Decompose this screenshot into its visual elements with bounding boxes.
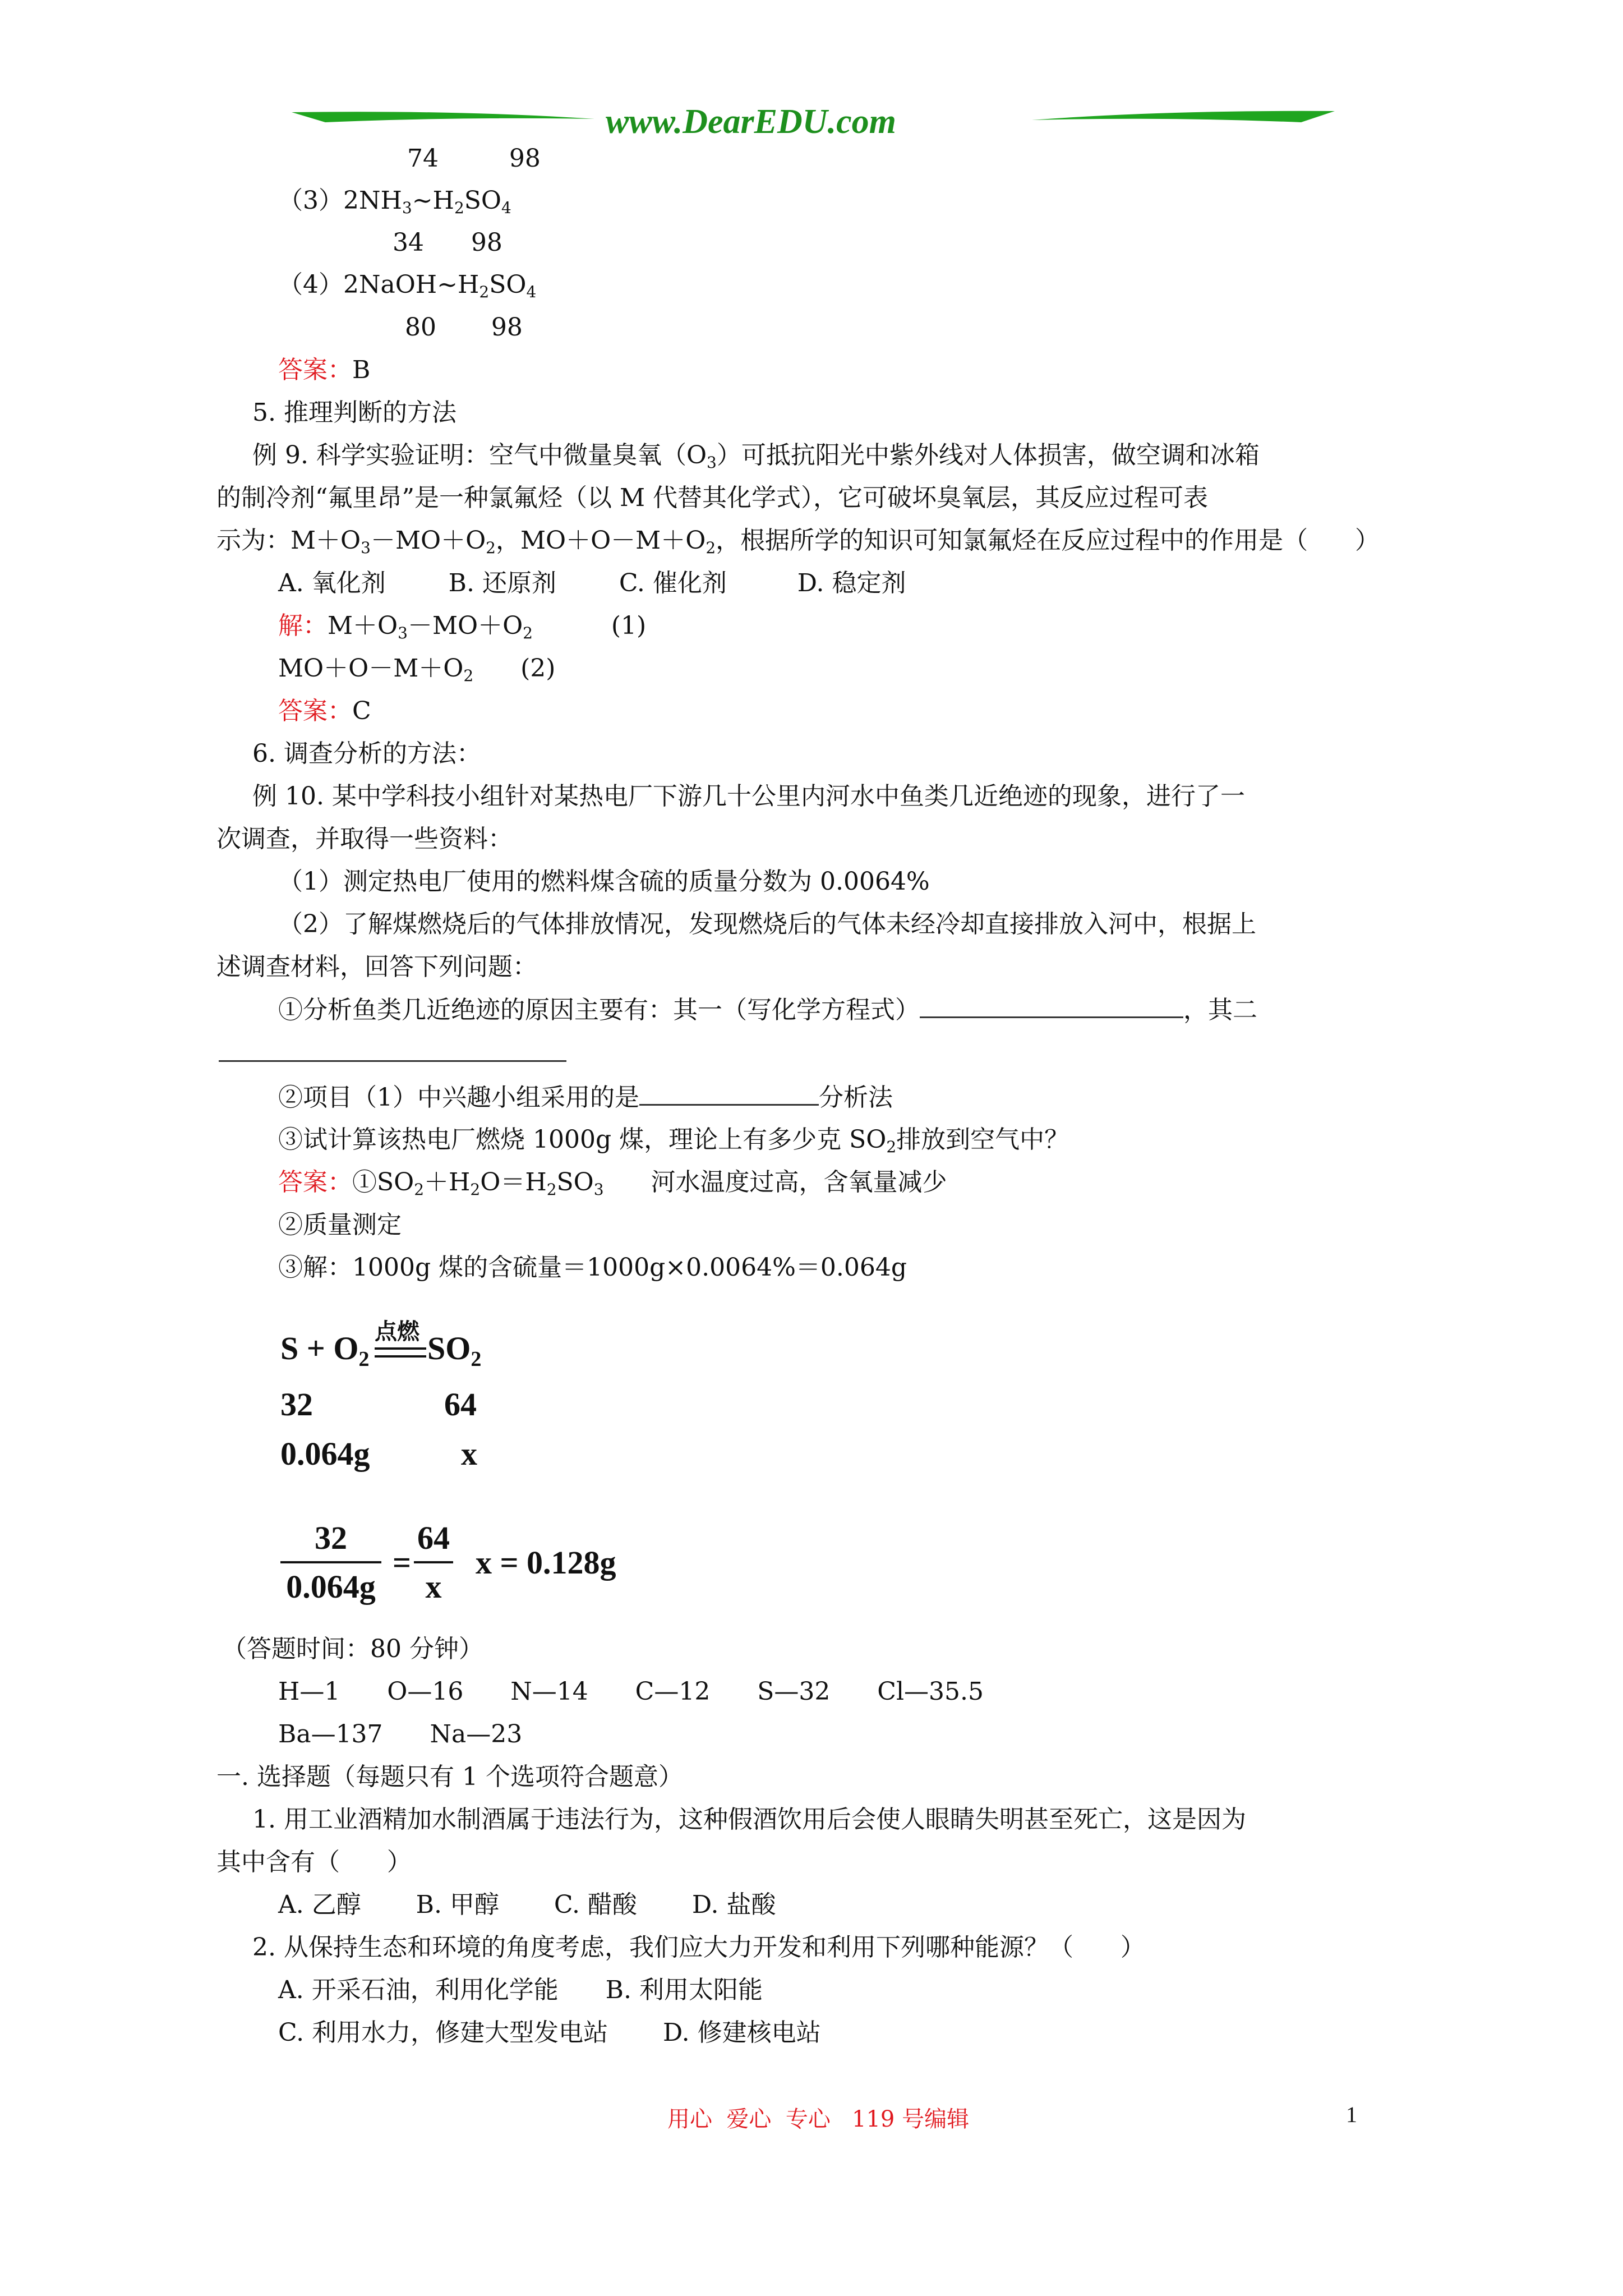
ex9-solution-1: 解：$M+O_3-MO+O_2$ (1) (278, 611, 647, 642)
page-number: 1 (1346, 2102, 1357, 2127)
ex10-q2: ②项目（1）中兴趣小组采用的是 分析法 (278, 1082, 893, 1114)
equation-s-o2: $S + O_2$ (280, 1330, 370, 1371)
ex10-answer2: ②质量测定 (278, 1211, 402, 1239)
q2-options-cd: C. 利用水力，修建大型发电站 D. 修建核电站 (278, 2018, 821, 2047)
equation-arrow (375, 1347, 426, 1358)
fraction-right-bar (414, 1561, 453, 1563)
fraction-left-numerator: 32 (315, 1520, 347, 1556)
answer-time: （答题时间：80 分钟） (222, 1635, 483, 1663)
fraction-right (414, 1519, 453, 1605)
ex10-line2: 次调查，并取得一些资料： (216, 825, 513, 853)
ex9-line1: 例 9. 科学实验证明：空气中微量臭氧$(O_3)$可抵抗阳光中紫外线对人体损害，做空调和冰箱 (252, 441, 1260, 472)
right-swoosh (1032, 111, 1335, 122)
result: x = 0.128g (476, 1544, 616, 1581)
fraction-right-numerator: 64 (417, 1520, 450, 1556)
fraction-left (280, 1519, 381, 1605)
ex10-answer3: ③解：1000g 煤的含硫量＝1000g×0.0064%＝0.064g (278, 1253, 907, 1282)
mass-row-1-left: 32 (280, 1386, 313, 1423)
fraction-left-denominator: 0.064g (286, 1568, 376, 1605)
answer-blank-1 (920, 994, 1183, 1018)
ex10-line1: 例 10. 某中学科技小组针对某热电厂下游几十公里内河水中鱼类几近绝迹的现象，进行了一 (252, 782, 1245, 811)
ex9-line2: 的制冷剂“氟里昂”是一种氯氟烃（以 M 代替其化学式），它可破坏臭氧层，其反应过程可表 (216, 484, 1209, 512)
equation-so2: $SO_2$ (427, 1330, 482, 1371)
ex9-solution-2: $MO+O-M+O_2$ (2) (278, 654, 556, 685)
ex10-q3: ③试计算该热电厂燃烧 1000g 煤，理论上有多少克 $SO_2$排放到空气中？ (278, 1125, 1069, 1156)
ex9-options: A. 氧化剂 B. 还原剂 C. 催化剂 D. 稳定剂 (278, 569, 906, 597)
ex9-line3: 示为：$M+O_3-MO+O_2$，$MO+O-M+O_2$，根据所学的知识可知氯氟烃在反应过程中的作用是（ ） (216, 526, 1380, 557)
answer-blank-2 (219, 1060, 566, 1062)
atomic-masses-2: Ba—137 Na—23 (278, 1720, 523, 1749)
r2-numbers: 74 98 (407, 144, 541, 173)
q2-options-ab: A. 开采石油，利用化学能 B. 利用太阳能 (278, 1976, 763, 2004)
q2-line1: 2. 从保持生态和环境的角度考虑，我们应大力开发和利用下列哪种能源？（ ） (252, 1933, 1145, 1962)
r3-formula: $(3)2NH_3\sim H_2SO_4$ (278, 186, 511, 217)
left-swoosh (292, 112, 594, 122)
proportion-equals: = (393, 1544, 412, 1581)
equation-condition: 点燃 (375, 1319, 419, 1345)
ex10-item2a: （2）了解煤燃烧后的气体排放情况，发现燃烧后的气体未经冷却直接排放入河中，根据上 (278, 910, 1256, 938)
r4-formula: $(4)2NaOH\sim H_2SO_4$ (278, 270, 537, 301)
footer-text: 用心 爱心 专心 119 号编辑 (667, 2106, 970, 2132)
header-site-name: www.DearEDU.com (606, 103, 896, 141)
ex10-item2b: 述调查材料，回答下列问题： (216, 953, 537, 981)
answer-c: 答案：C (278, 697, 371, 725)
q1-line2: 其中含有（ ） (216, 1848, 412, 1876)
fraction-right-denominator: x (425, 1568, 442, 1605)
mass-row-2-left: 0.064g (280, 1435, 370, 1472)
sec5-title: 5. 推理判断的方法 (252, 398, 457, 427)
answer-b: 答案：B (278, 356, 371, 384)
mass-row-1-right: 64 (444, 1386, 477, 1423)
answer-blank-3 (639, 1082, 819, 1106)
atomic-masses-1: H—1 O—16 N—14 C—12 S—32 Cl—35.5 (278, 1677, 984, 1706)
part1-heading: 一. 选择题（每题只有 1 个选项符合题意） (216, 1763, 683, 1791)
sec6-title: 6. 调查分析的方法： (252, 739, 481, 768)
fraction-left-bar (280, 1561, 381, 1563)
ex10-answer1: 答案：$①SO_2+H_2O=H_2SO_3$ 河水温度过高，含氧量减少 (278, 1168, 947, 1199)
q1-options: A. 乙醇 B. 甲醇 C. 醋酸 D. 盐酸 (278, 1890, 776, 1919)
mass-row-2-right: x (461, 1435, 477, 1472)
q1-line1: 1. 用工业酒精加水制酒属于违法行为，这种假酒饮用后会使人眼睛失明甚至死亡，这是因为 (252, 1805, 1246, 1834)
ex10-item1: （1）测定热电厂使用的燃料煤含硫的质量分数为 0.0064% (278, 867, 930, 896)
ex10-q1: ①分析鱼类几近绝迹的原因主要有：其一（写化学方程式） ，其二 (278, 994, 1257, 1026)
r3-numbers: 34 98 (393, 228, 502, 257)
r4-numbers: 80 98 (405, 313, 523, 342)
